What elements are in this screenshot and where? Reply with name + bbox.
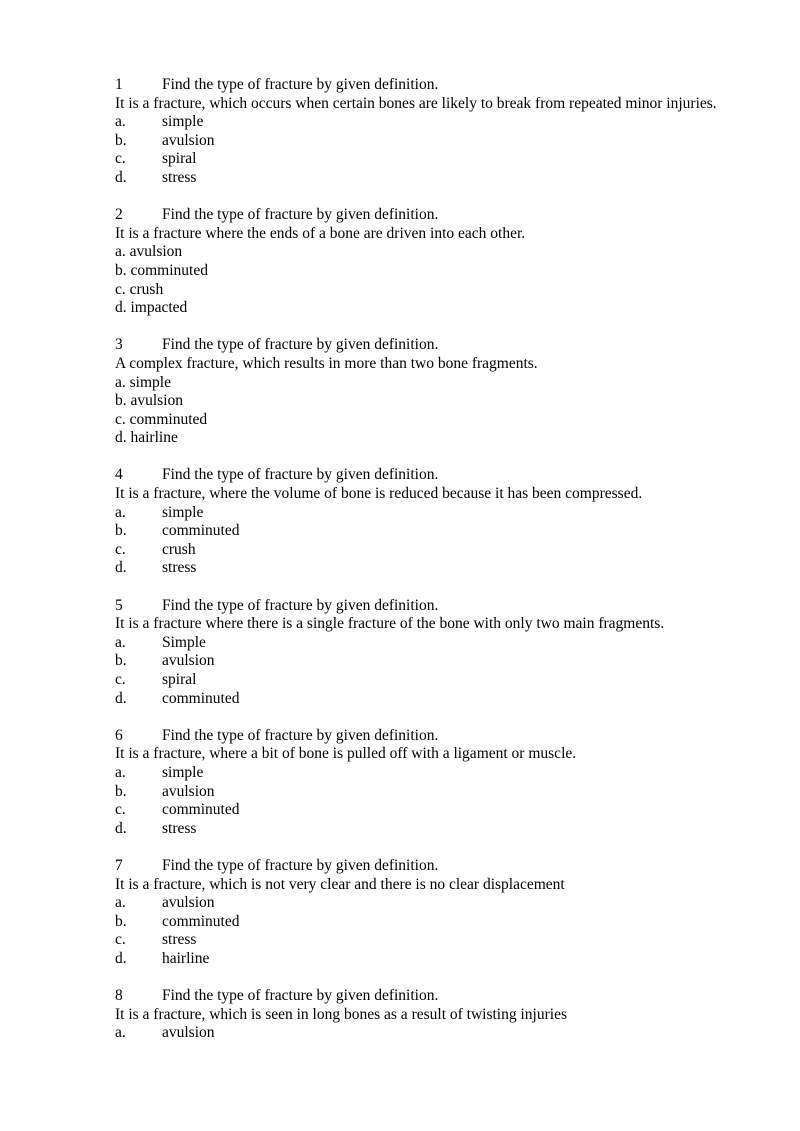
option-letter: d. [115,299,127,317]
question-prompt: Find the type of fracture by given definition. [162,856,439,874]
question-prompt: Find the type of fracture by given definition. [162,596,439,614]
question-heading [115,727,785,746]
option-letter: b. [115,392,127,410]
option-letter: c. [115,801,126,819]
option-text: hairline [162,949,210,967]
option-text: spiral [162,671,197,688]
option-text: impacted [130,299,188,317]
question-heading [115,336,785,355]
option-text: stress [162,931,197,949]
answer-option [115,801,785,820]
answer-option [115,262,785,281]
answer-option [115,150,785,169]
answer-option [115,894,785,913]
question-definition: It is a fracture where the ends of a bone are driven into each other. [115,224,526,242]
question-block [115,336,785,448]
option-text: comminuted [162,689,240,707]
answer-option [115,950,785,969]
question-heading [115,597,785,616]
answer-option [115,783,785,802]
option-letter: d. [115,559,127,577]
option-text: comminuted [130,261,208,279]
question-prompt: Find the type of fracture by given definition. [162,726,439,744]
answer-option [115,169,785,188]
answer-option [115,504,785,523]
question-spacer [115,838,785,857]
option-text: avulsion [162,131,215,149]
question-number: 8 [115,987,123,1005]
option-letter: c. [115,150,126,168]
answer-option [115,559,785,578]
question-definition: It is a fracture, which occurs when certain bones are likely to break from repeated minor injuries. [115,94,717,112]
option-text: avulsion [162,652,215,670]
option-text: comminuted [162,912,240,930]
question-spacer [115,708,785,727]
option-letter: c. [115,671,126,688]
question-heading [115,987,785,1006]
option-letter: c. [115,931,126,949]
option-letter: c. [115,280,126,298]
option-letter: c. [115,410,126,428]
question-block [115,987,785,1043]
question-block [115,206,785,318]
option-text: simple [162,503,204,521]
option-text: hairline [130,429,178,447]
answer-option [115,374,785,393]
question-number: 6 [115,726,123,744]
answer-option [115,113,785,132]
document-page [115,76,785,1043]
option-letter: a. [115,503,126,521]
question-definition: It is a fracture where there is a single fracture of the bone with only two main fragments. [115,615,665,633]
option-text: comminuted [129,410,208,428]
option-text: simple [162,763,204,781]
question-spacer [115,318,785,337]
option-letter: b. [115,782,127,800]
answer-option [115,634,785,653]
question-definition: A complex fracture, which results in more than two bone fragments. [115,354,538,372]
question-block [115,597,785,709]
option-letter: c. [115,540,126,558]
question-number: 1 [115,76,123,93]
option-letter: a. [115,894,126,912]
option-text: stress [162,559,197,577]
answer-option [115,931,785,950]
answer-option [115,392,785,411]
option-text: crush [129,280,164,298]
option-text: avulsion [130,392,184,410]
option-text: avulsion [129,243,183,261]
option-text: comminuted [162,522,240,540]
option-text: Simple [162,633,206,651]
option-text: spiral [162,150,197,168]
question-heading [115,857,785,876]
answer-option [115,411,785,430]
answer-option [115,913,785,932]
question-definition: It is a fracture, where the volume of bone is reduced because it has been compressed. [115,485,643,503]
question-prompt: Find the type of fracture by given definition. [162,336,439,354]
question-definition: It is a fracture, where a bit of bone is pulled off with a ligament or muscle. [115,745,577,763]
question-block [115,466,785,578]
answer-option [115,243,785,262]
question-heading [115,206,785,225]
answer-option [115,299,785,318]
question-spacer [115,969,785,988]
question-block [115,76,785,188]
answer-option [115,671,785,690]
option-letter: d. [115,819,127,837]
option-text: stress [162,819,197,837]
option-letter: d. [115,689,127,707]
question-prompt: Find the type of fracture by given definition. [162,206,439,224]
option-text: comminuted [162,801,240,819]
question-spacer [115,188,785,207]
question-number: 5 [115,596,123,614]
question-spacer [115,448,785,467]
question-list [115,76,785,1043]
option-letter: b. [115,652,127,670]
option-letter: b. [115,261,127,279]
question-definition: It is a fracture, which is seen in long bones as a result of twisting injuries [115,1005,567,1023]
question-number: 4 [115,466,123,484]
question-number: 2 [115,206,123,224]
option-letter: a. [115,113,126,131]
answer-option [115,132,785,151]
option-text: avulsion [162,894,215,912]
option-text: stress [162,168,197,186]
answer-option [115,764,785,783]
question-heading [115,466,785,485]
answer-option [115,820,785,839]
answer-option [115,541,785,560]
option-text: simple [162,113,204,131]
option-letter: b. [115,912,127,930]
question-heading [115,76,785,95]
question-spacer [115,578,785,597]
question-number: 3 [115,336,123,354]
question-block [115,857,785,969]
question-block [115,727,785,839]
option-letter: d. [115,949,127,967]
option-text: avulsion [162,782,215,800]
option-letter: b. [115,131,127,149]
answer-option [115,429,785,448]
answer-option [115,652,785,671]
question-prompt: Find the type of fracture by given definition. [162,466,439,484]
question-number: 7 [115,856,123,874]
option-text: crush [162,540,196,558]
question-prompt: Find the type of fracture by given definition. [162,76,439,93]
option-letter: b. [115,522,127,540]
option-letter: a. [115,373,126,391]
answer-option [115,690,785,709]
answer-option [115,522,785,541]
option-letter: a. [115,763,126,781]
question-prompt: Find the type of fracture by given definition. [162,987,439,1005]
option-letter: a. [115,243,126,261]
question-definition: It is a fracture, which is not very clear and there is no clear displacement [115,875,565,893]
option-letter: d. [115,429,127,447]
option-letter: a. [115,633,126,651]
option-letter: d. [115,168,127,186]
answer-option [115,281,785,300]
option-letter: a. [115,1024,126,1042]
option-text: simple [129,373,171,391]
answer-option [115,1024,785,1043]
option-text: avulsion [162,1024,215,1042]
